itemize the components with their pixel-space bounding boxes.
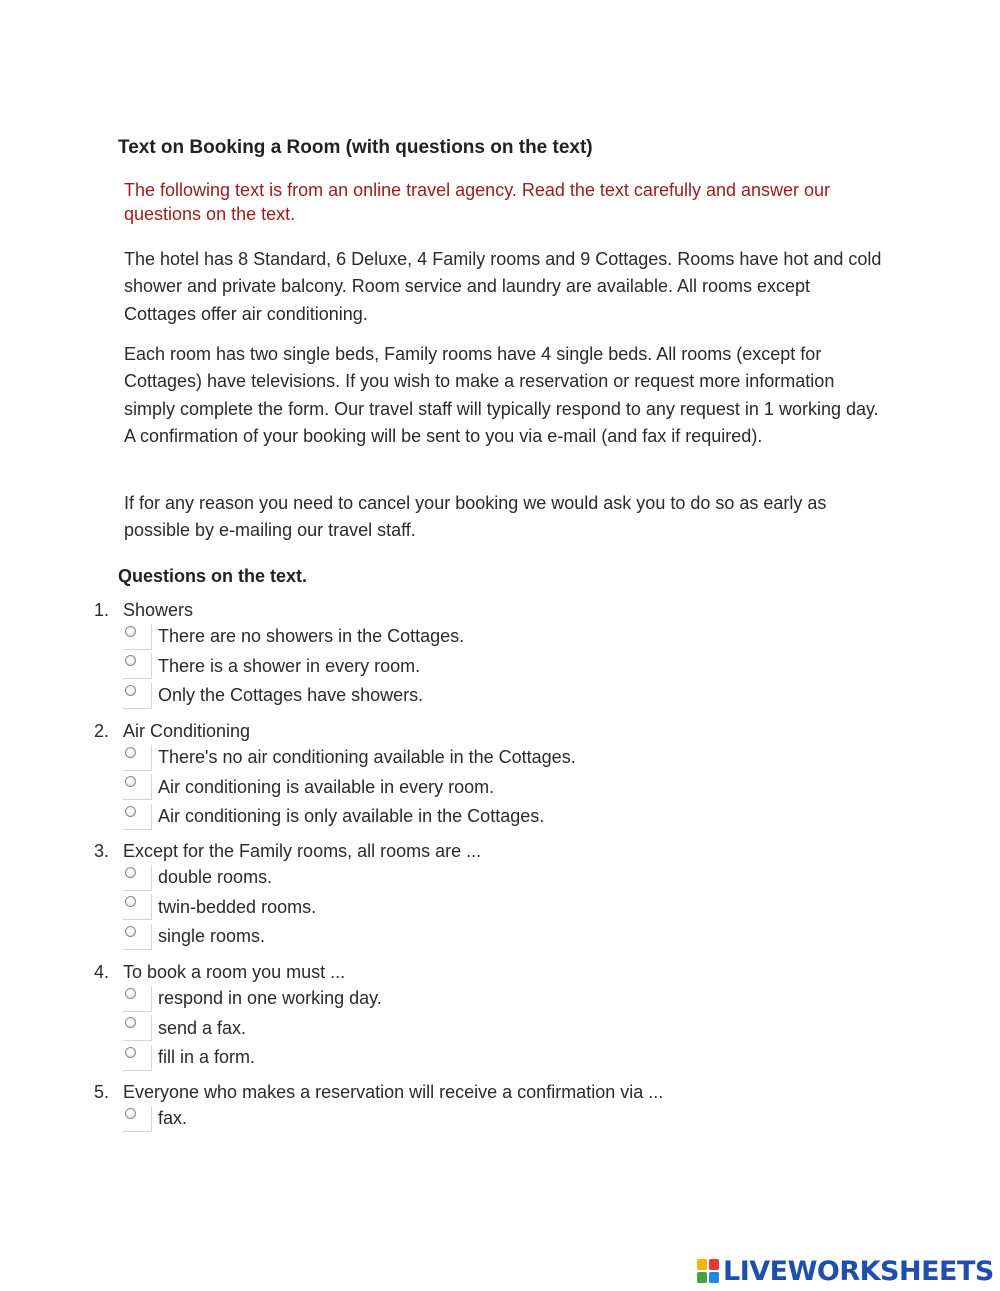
- radio-circle-icon: [125, 655, 136, 666]
- answer-option[interactable]: [123, 893, 894, 923]
- liveworksheets-logo-icon: [697, 1259, 719, 1283]
- radio-button[interactable]: [123, 774, 152, 800]
- radio-circle-icon: [125, 1047, 136, 1058]
- option-label: There are no showers in the Cottages.: [158, 626, 465, 646]
- question-2: [94, 719, 894, 832]
- radio-button[interactable]: [123, 804, 152, 830]
- logo-text: LIVEWORKSHEETS: [723, 1255, 994, 1287]
- answer-option[interactable]: [123, 1104, 894, 1134]
- question-number: 5.: [94, 1082, 110, 1102]
- option-label: There's no air conditioning available in the Cottages.: [158, 747, 576, 767]
- option-label: There is a shower in every room.: [158, 655, 421, 676]
- radio-button[interactable]: [123, 624, 152, 650]
- logo-block: [697, 1272, 707, 1283]
- radio-button[interactable]: [123, 894, 152, 920]
- option-label: twin-bedded rooms.: [158, 896, 317, 917]
- answer-option[interactable]: [123, 984, 894, 1014]
- option-label: fax.: [158, 1108, 188, 1128]
- question-text: Except for the Family rooms, all rooms are ...: [123, 841, 482, 861]
- radio-circle-icon: [125, 896, 136, 907]
- question-4: [94, 960, 894, 1073]
- radio-circle-icon: [125, 867, 136, 878]
- radio-circle-icon: [125, 776, 136, 787]
- radio-circle-icon: [125, 1108, 136, 1119]
- question-3: [94, 839, 894, 952]
- questions-heading: Questions on the text.: [118, 566, 308, 586]
- radio-button[interactable]: [123, 745, 152, 771]
- question-text: Air Conditioning: [123, 721, 251, 741]
- page-title: Text on Booking a Room (with questions on the text): [118, 137, 593, 158]
- radio-button[interactable]: [123, 1015, 152, 1041]
- question-text: To book a room you must ...: [123, 962, 346, 982]
- radio-circle-icon: [125, 988, 136, 999]
- answer-option[interactable]: [123, 743, 894, 773]
- radio-button[interactable]: [123, 683, 152, 709]
- radio-circle-icon: [125, 747, 136, 758]
- answer-option[interactable]: [123, 773, 894, 803]
- answer-option[interactable]: [123, 681, 894, 711]
- question-text: Everyone who makes a reservation will receive a confirmation via ...: [123, 1082, 664, 1102]
- radio-circle-icon: [125, 685, 136, 696]
- paragraph-2: Each room has two single beds, Family rooms have 4 single beds. All rooms (except for Cottages) have televisions. If you wish to make a reservation or request more information simply complete the form. Our travel staff will typically respond to any request in 1 working day. A confirmation of your booking will be sent to you via e-mail (and fax if required).: [124, 344, 879, 446]
- question-5: [94, 1080, 894, 1134]
- option-label: fill in a form.: [158, 1047, 256, 1068]
- question-number: 4.: [94, 962, 110, 982]
- answer-option[interactable]: [123, 802, 894, 832]
- question-text: Showers: [123, 600, 194, 620]
- liveworksheets-logo[interactable]: [697, 1256, 994, 1286]
- radio-circle-icon: [125, 926, 136, 937]
- radio-button[interactable]: [123, 653, 152, 679]
- option-label: respond in one working day.: [158, 988, 382, 1008]
- intro-text: The following text is from an online travel agency. Read the text carefully and answer our questions on the text.: [124, 180, 831, 224]
- logo-block: [709, 1272, 719, 1283]
- option-label: Air conditioning is only available in the Cottages.: [158, 806, 545, 827]
- radio-button[interactable]: [123, 986, 152, 1012]
- paragraph-1: The hotel has 8 Standard, 6 Deluxe, 4 Family rooms and 9 Cottages. Rooms have hot and cold shower and private balcony. Room service and laundry are available. All rooms except Cottages offer air conditioning.: [124, 249, 882, 324]
- radio-button[interactable]: [123, 1106, 152, 1132]
- option-label: send a fax.: [158, 1017, 247, 1038]
- logo-block: [709, 1259, 719, 1270]
- question-number: 2.: [94, 721, 110, 741]
- question-1: [94, 598, 894, 711]
- question-number: 1.: [94, 600, 110, 620]
- answer-option[interactable]: [123, 1043, 894, 1073]
- option-label: Only the Cottages have showers.: [158, 685, 424, 706]
- radio-circle-icon: [125, 1017, 136, 1028]
- answer-option[interactable]: [123, 1014, 894, 1044]
- radio-button[interactable]: [123, 1045, 152, 1071]
- radio-circle-icon: [125, 806, 136, 817]
- radio-circle-icon: [125, 626, 136, 637]
- radio-button[interactable]: [123, 924, 152, 950]
- answer-option[interactable]: [123, 622, 894, 652]
- option-label: double rooms.: [158, 867, 273, 887]
- answer-option[interactable]: [123, 922, 894, 952]
- paragraph-3: If for any reason you need to cancel your booking we would ask you to do so as early as possible by e-mailing our travel staff.: [124, 493, 827, 541]
- answer-option[interactable]: [123, 652, 894, 682]
- question-number: 3.: [94, 841, 110, 861]
- option-label: single rooms.: [158, 926, 266, 947]
- option-label: Air conditioning is available in every room.: [158, 776, 495, 797]
- answer-option[interactable]: [123, 863, 894, 893]
- logo-block: [697, 1259, 707, 1270]
- radio-button[interactable]: [123, 865, 152, 891]
